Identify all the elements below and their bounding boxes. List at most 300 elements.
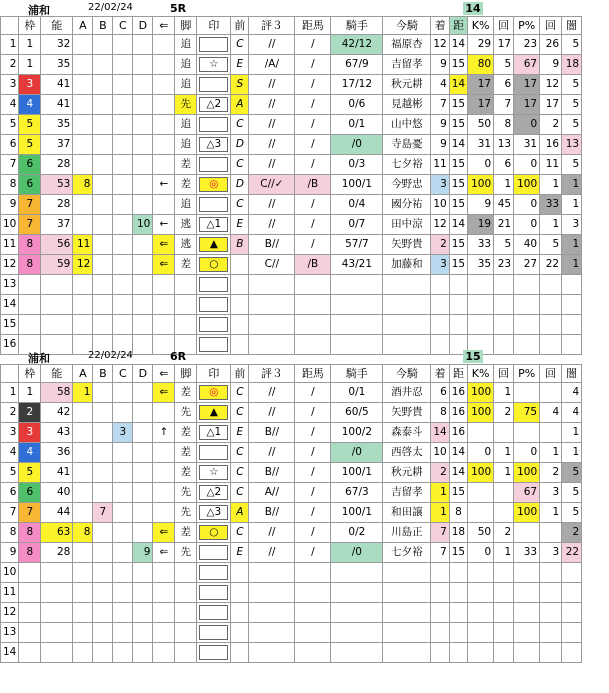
w-cell xyxy=(19,583,41,603)
kyori-cell xyxy=(449,643,467,663)
d-cell xyxy=(133,623,153,643)
chaku-cell: 11 xyxy=(431,155,449,175)
venue-label: 浦和 xyxy=(28,4,50,17)
nou-cell xyxy=(41,315,73,335)
b-cell xyxy=(93,315,113,335)
c-cell xyxy=(113,483,133,503)
yami-cell xyxy=(562,563,582,583)
hyo-cell: B// xyxy=(249,503,295,523)
b-cell xyxy=(93,583,113,603)
kyoba-cell: / xyxy=(295,503,331,523)
kishu-cell: /0 xyxy=(331,135,383,155)
column-header xyxy=(1,17,19,35)
c-cell xyxy=(113,275,133,295)
d-cell xyxy=(133,403,153,423)
ima-cell: 吉留孝 xyxy=(383,483,431,503)
c-cell xyxy=(113,215,133,235)
k1-cell xyxy=(494,423,514,443)
kyoba-cell xyxy=(295,583,331,603)
chaku-cell: 9 xyxy=(431,115,449,135)
kyoba-cell: / xyxy=(295,423,331,443)
arr-cell xyxy=(153,403,175,423)
w-cell xyxy=(19,563,41,583)
arr-cell xyxy=(153,603,175,623)
kp-cell: 100 xyxy=(468,463,494,483)
hyo-cell: /A/ xyxy=(249,55,295,75)
arr-cell xyxy=(153,295,175,315)
mae-cell: B xyxy=(231,235,249,255)
nou-cell: 41 xyxy=(41,75,73,95)
c-cell: 3 xyxy=(113,423,133,443)
a-cell: 8 xyxy=(73,175,93,195)
k1-cell: 1 xyxy=(494,383,514,403)
c-cell xyxy=(113,135,133,155)
column-header: 今騎 xyxy=(383,365,431,383)
kp-cell xyxy=(468,643,494,663)
n-cell: 10 xyxy=(1,215,19,235)
kyoba-cell xyxy=(295,295,331,315)
race-header xyxy=(0,350,609,364)
kp-cell: 19 xyxy=(468,215,494,235)
ima-cell: 秋元耕 xyxy=(383,463,431,483)
yami-cell: 1 xyxy=(562,195,582,215)
kyori-cell xyxy=(449,563,467,583)
waku-cell: 1 xyxy=(19,35,41,55)
kyori-cell xyxy=(449,603,467,623)
yami-cell xyxy=(562,603,582,623)
mark-box: △3 xyxy=(199,137,228,152)
arr-cell xyxy=(153,135,175,155)
nou-cell: 56 xyxy=(41,235,73,255)
mark-cell xyxy=(197,75,231,95)
pp-cell: 0 xyxy=(514,155,540,175)
n-cell: 2 xyxy=(1,403,19,423)
mark-box xyxy=(199,157,228,172)
p1-cell: 12 xyxy=(540,75,562,95)
mark-box: ◎ xyxy=(199,385,228,400)
hyo-cell: // xyxy=(249,383,295,403)
kyori-cell: 15 xyxy=(449,55,467,75)
pp-cell: 100 xyxy=(514,175,540,195)
kyaku-cell: 先 xyxy=(175,503,197,523)
mae-cell: C xyxy=(231,403,249,423)
waku-cell: 2 xyxy=(19,403,41,423)
n-cell: 5 xyxy=(1,115,19,135)
n-cell: 4 xyxy=(1,443,19,463)
p1-cell: 1 xyxy=(540,175,562,195)
p1-cell: 22 xyxy=(540,255,562,275)
chaku-cell: 2 xyxy=(431,463,449,483)
k1-cell: 1 xyxy=(494,443,514,463)
kyaku-cell: 追 xyxy=(175,135,197,155)
ima-cell: 寺島憂 xyxy=(383,135,431,155)
b-cell xyxy=(93,275,113,295)
kyaku-cell: 差 xyxy=(175,175,197,195)
kyaku-cell: 追 xyxy=(175,35,197,55)
kyori-cell: 16 xyxy=(449,423,467,443)
c-cell xyxy=(113,315,133,335)
mark-box: △1 xyxy=(199,425,228,440)
kyaku-cell xyxy=(175,315,197,335)
yami-cell xyxy=(562,643,582,663)
nou-cell: 58 xyxy=(41,383,73,403)
kyori-cell xyxy=(449,583,467,603)
kp-cell xyxy=(468,583,494,603)
column-header: 着 xyxy=(431,365,449,383)
p1-cell: 9 xyxy=(540,55,562,75)
mark-cell xyxy=(197,583,231,603)
kyaku-cell: 先 xyxy=(175,403,197,423)
a-cell xyxy=(73,75,93,95)
ima-cell xyxy=(383,603,431,623)
waku-cell: 8 xyxy=(19,255,41,275)
arr-cell: ← xyxy=(153,215,175,235)
b-cell xyxy=(93,195,113,215)
kyaku-cell: 差 xyxy=(175,443,197,463)
nou-cell: 59 xyxy=(41,255,73,275)
mark-cell xyxy=(197,443,231,463)
k1-cell: 6 xyxy=(494,75,514,95)
arr-cell xyxy=(153,483,175,503)
mark-cell xyxy=(197,423,231,443)
nou-cell: 40 xyxy=(41,483,73,503)
kyaku-cell xyxy=(175,275,197,295)
p1-cell xyxy=(540,275,562,295)
mark-box: ○ xyxy=(199,257,228,272)
mark-box xyxy=(199,645,228,660)
a-cell: 11 xyxy=(73,235,93,255)
kishu-cell: 57/7 xyxy=(331,235,383,255)
b-cell xyxy=(93,115,113,135)
kyori-cell: 15 xyxy=(449,175,467,195)
pp-cell xyxy=(514,603,540,623)
c-cell xyxy=(113,503,133,523)
hyo-cell: // xyxy=(249,95,295,115)
column-header: 闇 xyxy=(562,365,582,383)
a-cell xyxy=(73,55,93,75)
waku-cell: 3 xyxy=(19,75,41,95)
n-cell: 7 xyxy=(1,155,19,175)
nou-cell xyxy=(41,603,73,623)
c-cell xyxy=(113,443,133,463)
ima-cell: 西啓太 xyxy=(383,443,431,463)
arr-cell: ⇐ xyxy=(153,235,175,255)
d-cell xyxy=(133,603,153,623)
kyori-cell: 15 xyxy=(449,483,467,503)
ima-cell: 川島正 xyxy=(383,523,431,543)
mark-box xyxy=(199,625,228,640)
a-cell xyxy=(73,155,93,175)
kyaku-cell: 追 xyxy=(175,195,197,215)
kishu-cell: 60/5 xyxy=(331,403,383,423)
p1-cell xyxy=(540,315,562,335)
column-header: 枠 xyxy=(19,365,41,383)
table-row xyxy=(1,135,582,155)
k1-cell: 8 xyxy=(494,115,514,135)
kp-cell xyxy=(468,603,494,623)
kyoba-cell: / xyxy=(295,403,331,423)
waku-cell: 4 xyxy=(19,95,41,115)
d-cell xyxy=(133,275,153,295)
kyaku-cell: 差 xyxy=(175,523,197,543)
mae-cell: C xyxy=(231,443,249,463)
n-cell: 1 xyxy=(1,383,19,403)
table-row xyxy=(1,563,582,583)
mae-cell: C xyxy=(231,483,249,503)
b-cell xyxy=(93,463,113,483)
kyaku-cell: 差 xyxy=(175,155,197,175)
column-header: A xyxy=(73,17,93,35)
yami-cell xyxy=(562,275,582,295)
table-row xyxy=(1,623,582,643)
arr-cell xyxy=(153,503,175,523)
mark-box: ○ xyxy=(199,525,228,540)
mark-box xyxy=(199,585,228,600)
kyoba-cell xyxy=(295,563,331,583)
a-cell xyxy=(73,563,93,583)
c-cell xyxy=(113,195,133,215)
column-header: 脚 xyxy=(175,365,197,383)
nou-cell xyxy=(41,643,73,663)
nou-cell: 28 xyxy=(41,155,73,175)
arr-cell xyxy=(153,315,175,335)
yami-cell xyxy=(562,295,582,315)
arr-cell xyxy=(153,275,175,295)
a-cell xyxy=(73,403,93,423)
arr-cell xyxy=(153,563,175,583)
chaku-cell xyxy=(431,563,449,583)
hyo-cell: // xyxy=(249,523,295,543)
kyaku-cell: 差 xyxy=(175,383,197,403)
mark-box xyxy=(199,197,228,212)
kyori-cell: 16 xyxy=(449,383,467,403)
table-row xyxy=(1,423,582,443)
mark-cell xyxy=(197,383,231,403)
mark-box xyxy=(199,77,228,92)
column-header: 評３ xyxy=(249,17,295,35)
mark-cell xyxy=(197,35,231,55)
distance-header: 15 xyxy=(463,350,483,363)
kyori-cell: 15 xyxy=(449,255,467,275)
table-row xyxy=(1,235,582,255)
b-cell xyxy=(93,543,113,563)
d-cell xyxy=(133,35,153,55)
kp-cell: 17 xyxy=(468,75,494,95)
kp-cell xyxy=(468,275,494,295)
pp-cell xyxy=(514,643,540,663)
c-cell xyxy=(113,623,133,643)
date-label: 22/02/24 xyxy=(88,350,133,361)
arr-cell: ⇐ xyxy=(153,383,175,403)
kishu-cell: 100/1 xyxy=(331,503,383,523)
yami-cell: 5 xyxy=(562,35,582,55)
column-header: A xyxy=(73,365,93,383)
mark-box: ▲ xyxy=(199,237,228,252)
hyo-cell: // xyxy=(249,155,295,175)
w-cell xyxy=(19,643,41,663)
column-header: C xyxy=(113,17,133,35)
hyo-cell: A// xyxy=(249,483,295,503)
column-header: 能 xyxy=(41,365,73,383)
d-cell xyxy=(133,55,153,75)
a-cell xyxy=(73,423,93,443)
chaku-cell: 6 xyxy=(431,383,449,403)
mae-cell: E xyxy=(231,215,249,235)
waku-cell: 7 xyxy=(19,195,41,215)
column-header: 着 xyxy=(431,17,449,35)
n-cell: 3 xyxy=(1,423,19,443)
b-cell xyxy=(93,175,113,195)
kyaku-cell: 差 xyxy=(175,423,197,443)
c-cell xyxy=(113,403,133,423)
arr-cell: ↑ xyxy=(153,423,175,443)
pp-cell xyxy=(514,383,540,403)
p1-cell xyxy=(540,295,562,315)
p1-cell xyxy=(540,563,562,583)
b-cell: 7 xyxy=(93,503,113,523)
chaku-cell: 7 xyxy=(431,95,449,115)
venue-label: 浦和 xyxy=(28,352,50,365)
d-cell xyxy=(133,315,153,335)
table-row xyxy=(1,643,582,663)
c-cell xyxy=(113,35,133,55)
kishu-cell: 0/6 xyxy=(331,95,383,115)
kyori-cell: 15 xyxy=(449,235,467,255)
nou-cell: 63 xyxy=(41,523,73,543)
b-cell xyxy=(93,603,113,623)
chaku-cell: 1 xyxy=(431,503,449,523)
b-cell xyxy=(93,643,113,663)
mark-cell xyxy=(197,195,231,215)
mark-cell xyxy=(197,543,231,563)
yami-cell: 5 xyxy=(562,95,582,115)
nou-cell: 42 xyxy=(41,403,73,423)
k1-cell xyxy=(494,295,514,315)
column-header: 脚 xyxy=(175,17,197,35)
mark-cell xyxy=(197,215,231,235)
mark-box xyxy=(199,605,228,620)
mae-cell: E xyxy=(231,543,249,563)
table-row xyxy=(1,215,582,235)
chaku-cell: 12 xyxy=(431,35,449,55)
n-cell: 12 xyxy=(1,603,19,623)
n-cell: 6 xyxy=(1,483,19,503)
mark-cell xyxy=(197,523,231,543)
n-cell: 7 xyxy=(1,503,19,523)
kyoba-cell: / xyxy=(295,155,331,175)
kyoba-cell: / xyxy=(295,215,331,235)
kyoba-cell: / xyxy=(295,55,331,75)
waku-cell: 6 xyxy=(19,483,41,503)
d-cell xyxy=(133,643,153,663)
kyaku-cell xyxy=(175,623,197,643)
arr-cell xyxy=(153,55,175,75)
hyo-cell: // xyxy=(249,543,295,563)
kyaku-cell: 逃 xyxy=(175,215,197,235)
table-row xyxy=(1,155,582,175)
ima-cell: 七夕裕 xyxy=(383,155,431,175)
kyaku-cell: 逃 xyxy=(175,235,197,255)
waku-cell: 1 xyxy=(19,55,41,75)
k1-cell: 7 xyxy=(494,95,514,115)
chaku-cell: 3 xyxy=(431,175,449,195)
nou-cell xyxy=(41,563,73,583)
table-row xyxy=(1,115,582,135)
k1-cell: 1 xyxy=(494,543,514,563)
k1-cell xyxy=(494,563,514,583)
kyoba-cell: / xyxy=(295,115,331,135)
yami-cell: 1 xyxy=(562,255,582,275)
mark-cell xyxy=(197,295,231,315)
kishu-cell: 43/21 xyxy=(331,255,383,275)
mark-box xyxy=(199,445,228,460)
kp-cell: 33 xyxy=(468,235,494,255)
kyaku-cell xyxy=(175,643,197,663)
k1-cell xyxy=(494,315,514,335)
kyoba-cell xyxy=(295,315,331,335)
b-cell xyxy=(93,75,113,95)
b-cell xyxy=(93,235,113,255)
arr-cell xyxy=(153,35,175,55)
ima-cell: 森泰斗 xyxy=(383,423,431,443)
kishu-cell: /0 xyxy=(331,543,383,563)
d-cell xyxy=(133,483,153,503)
table-row xyxy=(1,255,582,275)
hyo-cell xyxy=(249,315,295,335)
pp-cell xyxy=(514,563,540,583)
mae-cell: C xyxy=(231,463,249,483)
a-cell xyxy=(73,643,93,663)
waku-cell: 5 xyxy=(19,135,41,155)
ima-cell: 山中悠 xyxy=(383,115,431,135)
kishu-cell: 42/12 xyxy=(331,35,383,55)
w-cell xyxy=(19,315,41,335)
a-cell xyxy=(73,543,93,563)
a-cell xyxy=(73,215,93,235)
n-cell: 8 xyxy=(1,175,19,195)
column-header: P% xyxy=(514,365,540,383)
b-cell xyxy=(93,35,113,55)
pp-cell: 23 xyxy=(514,35,540,55)
p1-cell: 16 xyxy=(540,135,562,155)
b-cell xyxy=(93,255,113,275)
table-row xyxy=(1,403,582,423)
ima-cell: 秋元耕 xyxy=(383,75,431,95)
k1-cell: 2 xyxy=(494,523,514,543)
nou-cell: 28 xyxy=(41,543,73,563)
column-header: 印 xyxy=(197,17,231,35)
b-cell xyxy=(93,443,113,463)
pp-cell: 75 xyxy=(514,403,540,423)
k1-cell xyxy=(494,623,514,643)
p1-cell: 1 xyxy=(540,215,562,235)
k1-cell: 1 xyxy=(494,175,514,195)
nou-cell: 41 xyxy=(41,463,73,483)
kyori-cell: 14 xyxy=(449,215,467,235)
kp-cell: 100 xyxy=(468,383,494,403)
kp-cell: 29 xyxy=(468,35,494,55)
kishu-cell xyxy=(331,563,383,583)
kp-cell: 80 xyxy=(468,55,494,75)
k1-cell xyxy=(494,643,514,663)
a-cell xyxy=(73,295,93,315)
kyaku-cell: 追 xyxy=(175,75,197,95)
c-cell xyxy=(113,115,133,135)
n-cell: 2 xyxy=(1,55,19,75)
p1-cell: 5 xyxy=(540,235,562,255)
c-cell xyxy=(113,563,133,583)
kyoba-cell: /B xyxy=(295,175,331,195)
